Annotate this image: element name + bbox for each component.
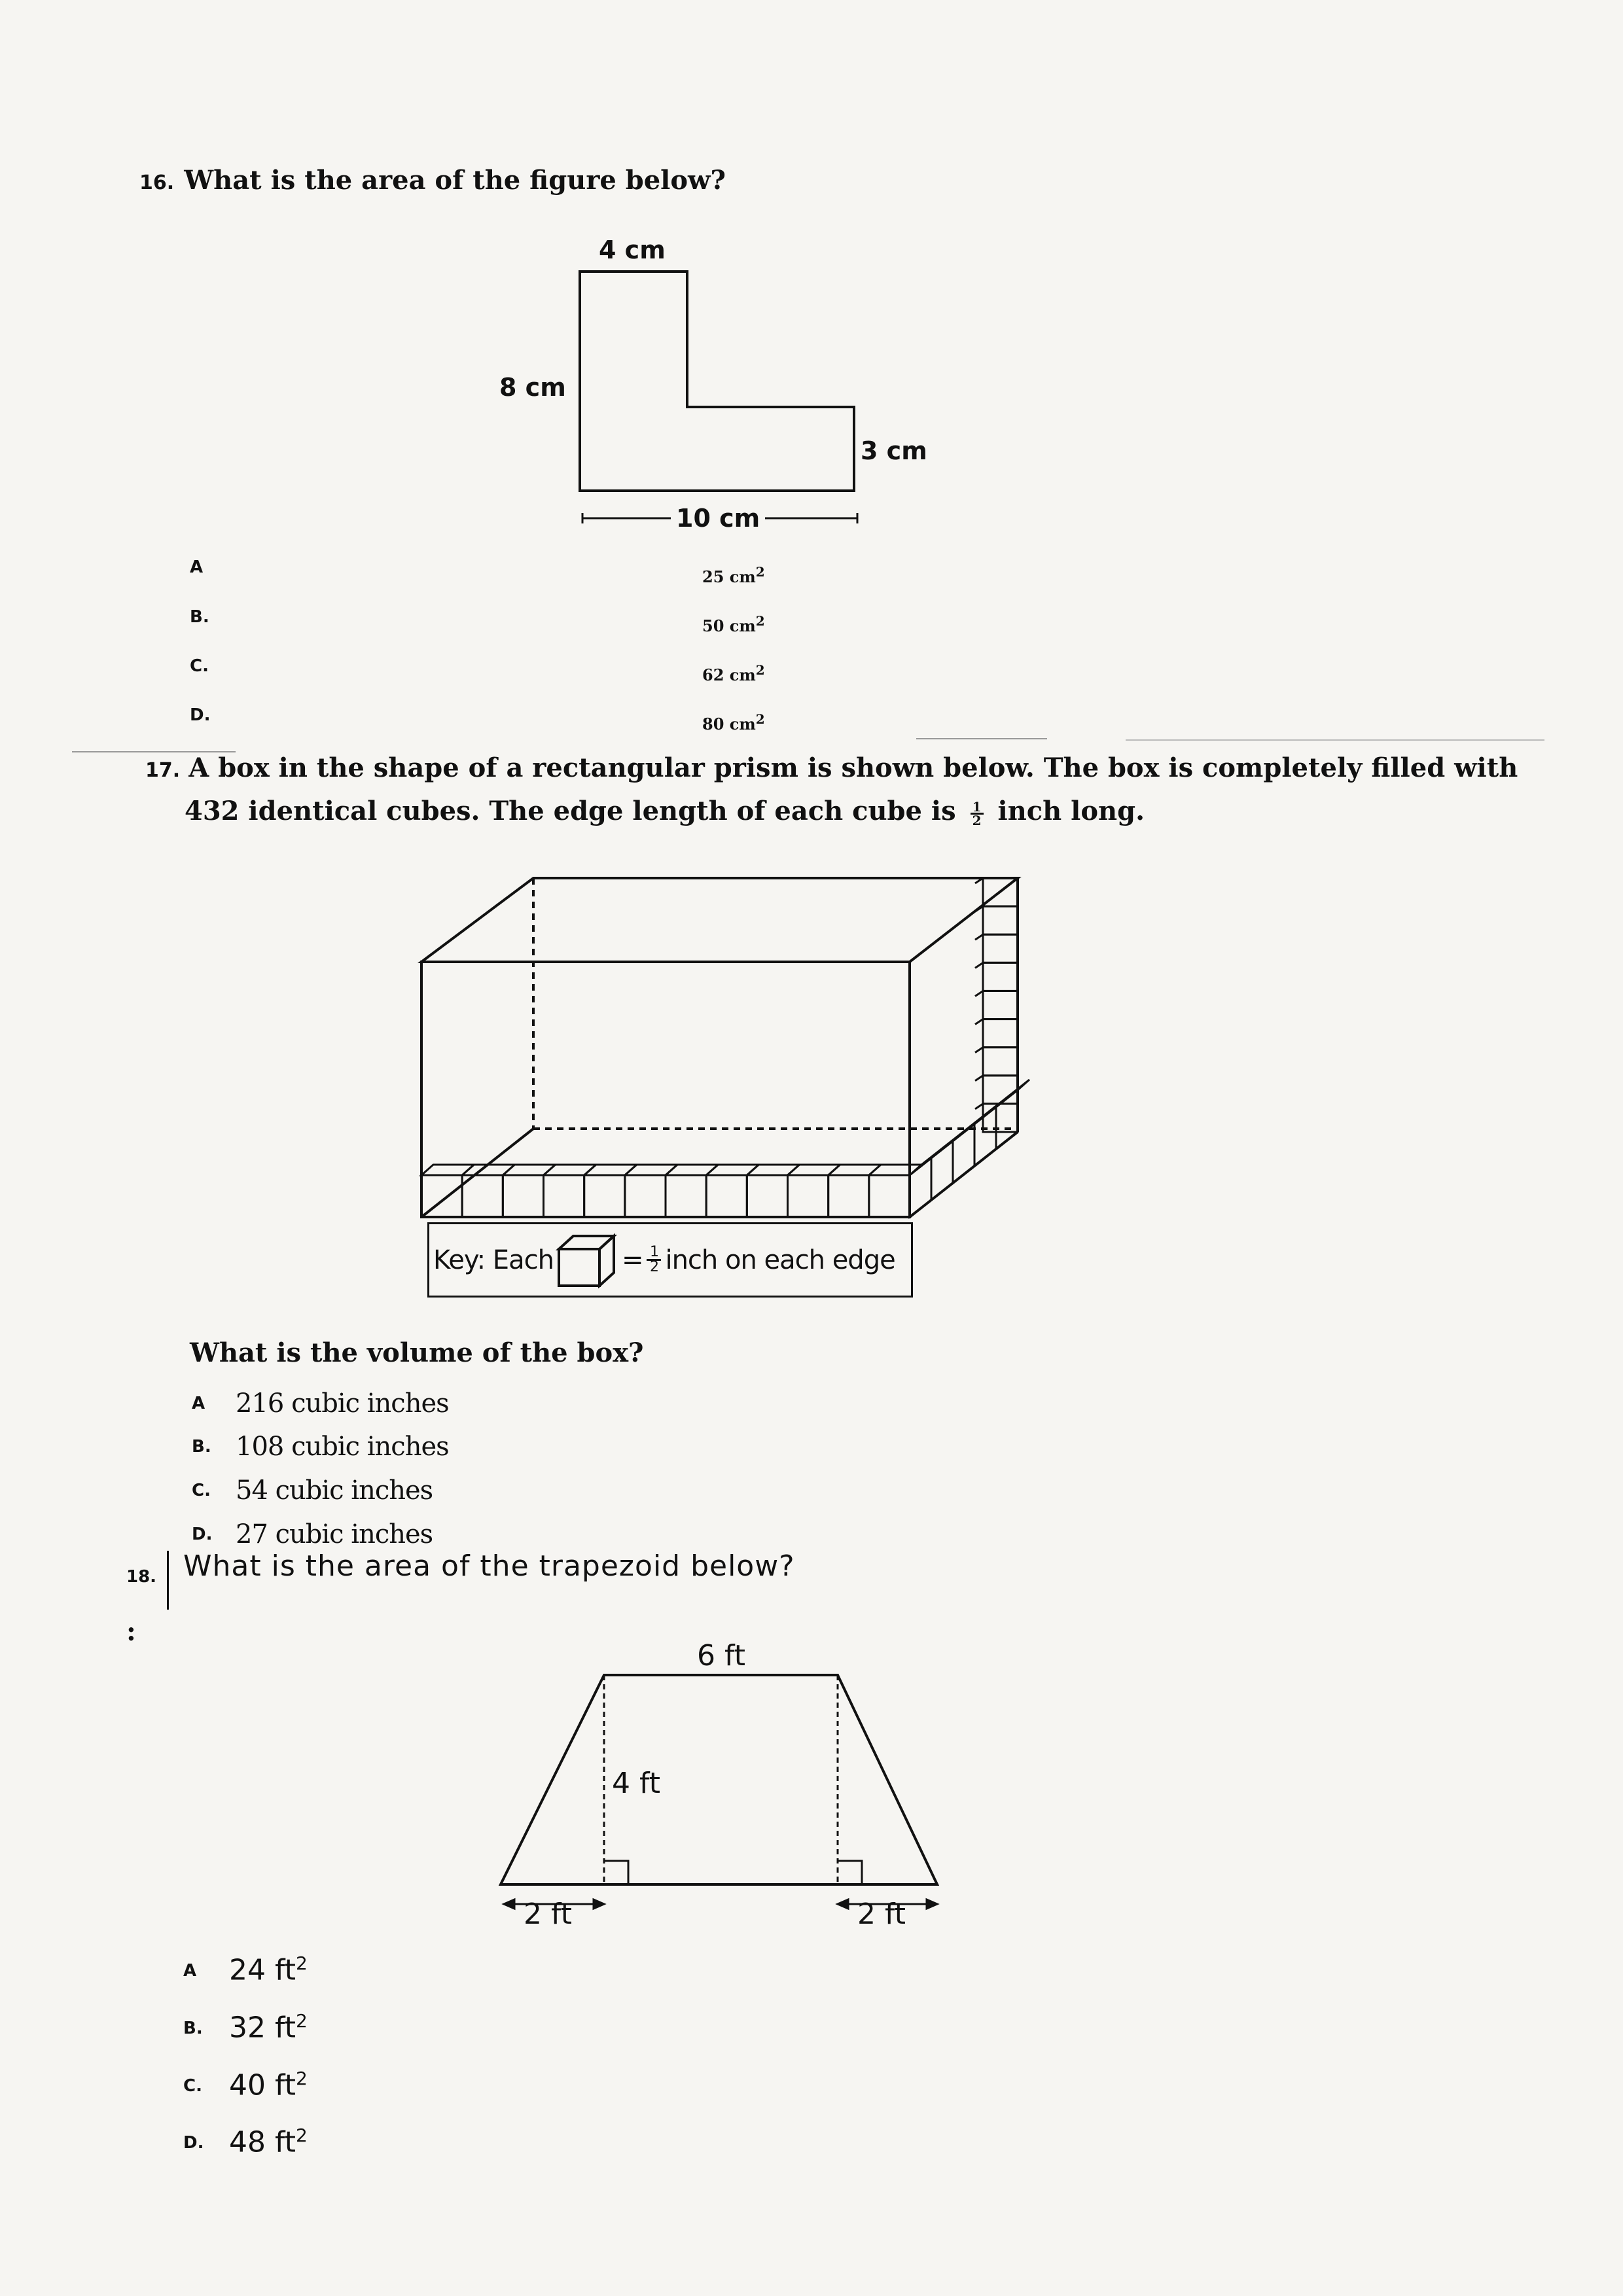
label-4cm: 4 cm [599,236,666,264]
label-4ft: 4 ft [612,1767,660,1800]
choice-value [702,564,765,586]
label-2ft-right: 2 ft [857,1898,906,1931]
trapezoid [501,1675,937,1884]
unit-cube [931,1131,965,1200]
l-shape [580,272,854,491]
value: 62 [702,665,724,684]
choice-text: 108 cubic inches [236,1432,449,1462]
choice-letter: D. [183,2133,204,2153]
choice-value [229,2068,308,2102]
unit-cube [975,934,1018,963]
exponent: 2 [755,662,765,678]
trapezoid-figure [484,1649,955,1924]
exponent: 2 [295,2125,308,2146]
half-fraction [971,798,984,828]
q17-question: What is the volume of the box? [190,1337,644,1368]
value: 40 ft [229,2068,296,2102]
label-3cm: 3 cm [861,436,927,465]
choice-letter: C. [183,2076,202,2096]
denominator: 2 [649,1259,658,1275]
key-equals: = [621,1245,643,1275]
question-text: What is the area of the figure below? [184,165,726,196]
q18-question: What is the area of the trapezoid below? [183,1549,795,1583]
unit-cube [910,1148,943,1217]
divider [916,738,1047,739]
unit-cube [975,1048,1018,1076]
unit-cube [975,906,1018,934]
choice-letter: B. [190,607,209,627]
value: 50 [702,616,724,635]
exponent: 2 [295,2068,308,2089]
question-line1: A box in the shape of a rectangular prism is shown below. The box is completely filled with [188,752,1518,783]
unit-cube [996,1080,1029,1149]
right-angle-marks [604,1861,862,1884]
unit-cube [975,1076,1018,1104]
key-prefix: Key: Each [433,1245,554,1275]
value: 24 ft [229,1953,296,1987]
exponent: 2 [755,564,765,580]
unit-cube [953,1114,986,1183]
exponent: 2 [755,711,765,727]
key-suffix: inch on each edge [665,1245,895,1275]
choice-value [229,2125,308,2159]
back-floor-edge [421,1129,533,1217]
exponent: 2 [295,1952,308,1974]
question-line2-suffix: inch long. [997,796,1145,826]
value: 25 [702,567,724,586]
choice-text: 27 cubic inches [236,1519,433,1549]
choice-value [229,1952,308,1987]
margin-bar [167,1551,169,1610]
choice-letter: A [192,1394,205,1413]
hidden-edges [533,878,1018,1129]
denominator: 2 [972,812,982,828]
margin-mark: : [126,1616,136,1647]
unit: cm [729,567,756,586]
choice-letter: A [190,557,204,577]
exponent: 2 [295,2010,308,2032]
choice-letter: B. [183,2019,203,2038]
choice-letter: C. [192,1481,211,1500]
box-figure [412,864,1034,1230]
cube-key [427,1222,913,1298]
key-fraction [647,1246,661,1274]
value: 80 [702,715,724,733]
cube-icon [554,1232,619,1288]
unit-cube [975,991,1018,1019]
choice-value [702,613,765,635]
unit: cm [729,616,756,635]
question-line2: 432 identical cubes. The edge length of each cube is [185,796,956,826]
exponent: 2 [755,613,765,629]
label-2ft-left: 2 ft [524,1898,572,1931]
choice-text: 216 cubic inches [236,1388,449,1419]
numerator: 1 [649,1244,658,1260]
q17-line2 [185,796,1145,826]
choice-letter: D. [190,705,211,725]
value: 32 ft [229,2011,296,2045]
choice-letter: C. [190,656,209,676]
choice-letter: A [183,1961,197,1981]
unit: cm [729,715,756,733]
choice-text: 54 cubic inches [236,1475,433,1506]
unit-cube [975,963,1018,991]
unit-cube [975,1019,1018,1048]
numerator: 1 [972,798,982,815]
question-number: 16. [139,171,175,194]
box-outline [421,878,1018,1217]
question-number: 18. [126,1567,157,1587]
cube-row-front [421,1165,921,1217]
label-8cm: 8 cm [499,373,566,402]
value: 48 ft [229,2125,296,2159]
choice-value [229,2010,308,2045]
choice-value [702,662,765,684]
q17-header [145,752,1518,783]
label-6ft: 6 ft [697,1639,745,1672]
question-number: 17. [145,759,181,782]
cube-row-depth [910,1080,1029,1217]
choice-letter: B. [192,1437,211,1457]
label-10cm: 10 cm [671,504,765,533]
choice-letter: D. [192,1525,213,1544]
unit: cm [729,665,756,684]
q16-header [139,165,726,196]
choice-value [702,711,765,733]
divider [1126,739,1544,741]
